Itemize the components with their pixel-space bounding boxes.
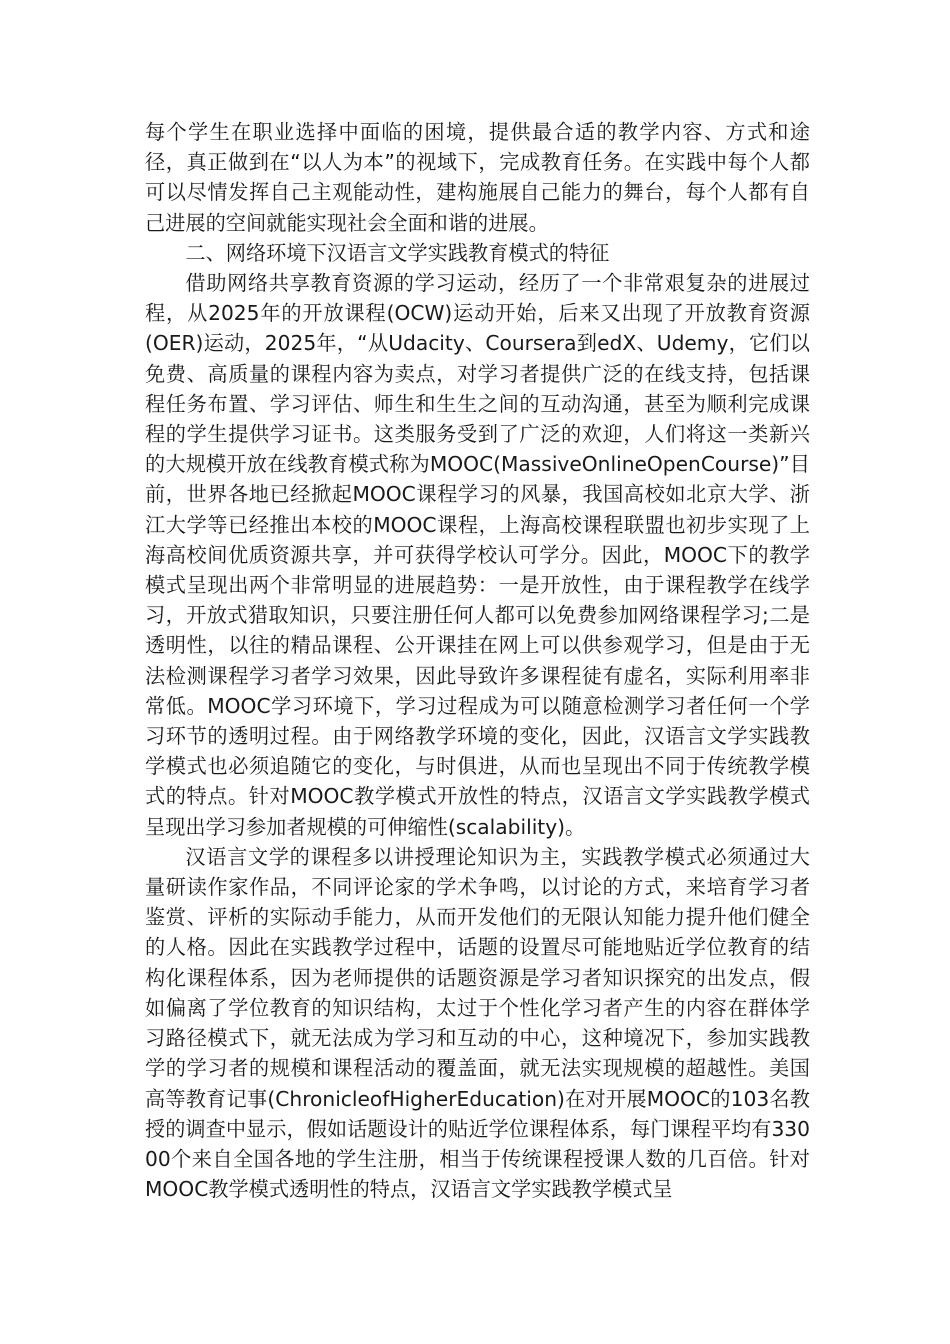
paragraph-continuation: 每个学生在职业选择中面临的困境，提供最合适的教学内容、方式和途径，真正做到在“以人为本”的视域下，完成教育任务。在实践中每个人都可以尽情发挥自己主观能动性，建构施展自己能力的舞台，每个人都有自己进展的空间就能实现社会全面和谐的进展。 (145, 120, 810, 235)
document-page (145, 117, 810, 1204)
section-heading: 二、网络环境下汉语言文学实践教育模式的特征 (185, 240, 610, 265)
paragraph-curriculum-practice: 汉语言文学的课程多以讲授理论知识为主，实践教学模式必须通过大量研读作家作品，不同评论家的学术争鸣，以讨论的方式，来培育学习者鉴赏、评析的实际动手能力，从而开发他们的无限认知能力提升他们健全的人格。因此在实践教学过程中，话题的设置尽可能地贴近学位教育的结构化课程体系，因为老师提供的话题资源是学习者知识探究的出发点，假如偏离了学位教育的知识结构，太过于个性化学习者产生的内容在群体学习路径模式下，就无法成为学习和互动的中心，这种境况下，参加实践教学的学习者的规模和课程活动的覆盖面，就无法实现规模的超越性。美国高等教育记事(ChronicleofHigherEducation)在对开展MOOC的103名教授的调查中显示，假如话题设计的贴近学位课程体系，每门课程平均有33000个来自全国各地的学生注册，相当于传统课程授课人数的几百倍。针对MOOC教学模式透明性的特点，汉语言文学实践教学模式呈 (145, 844, 810, 1202)
paragraph-mooc-development: 借助网络共享教育资源的学习运动，经历了一个非常艰复杂的进展过程，从2025年的开放课程(OCW)运动开始，后来又出现了开放教育资源(OER)运动，2025年，“从Udacity、Coursera到edX、Udemy，它们以免费、高质量的课程内容为卖点，对学习者提供广泛的在线支持，包括课程任务布置、学习评估、师生和生生之间的互动沟通，甚至为顺利完成课程的学生提供学习证书。这类服务受到了广泛的欢迎，人们将这一类新兴的大规模开放在线教育模式称为MOOC(MassiveOnlineOpenCourse)”目前，世界各地已经掀起MOOC课程学习的风暴，我国高校如北京大学、浙江大学等已经推出本校的MOOC课程，上海高校课程联盟也初步实现了上海高校间优质资源共享，并可获得学校认可学分。因此，MOOC下的教学模式呈现出两个非常明显的进展趋势：一是开放性，由于课程教学在线学习，开放式猎取知识，只要注册任何人都可以免费参加网络课程学习;二是透明性，以往的精品课程、公开课挂在网上可以供参观学习，但是由于无法检测课程学习者学习效果，因此导致许多课程徒有虚名，实际利用率非常低。MOOC学习环境下，学习过程成为可以随意检测学习者任何一个学习环节的透明过程。由于网络教学环境的变化，因此，汉语言文学实践教学模式也必须追随它的变化，与时俱进，从而也呈现出不同于传统教学模式的特点。针对MOOC教学模式开放性的特点，汉语言文学实践教学模式呈现出学习参加者规模的可伸缩性(scalability)。 (145, 271, 810, 839)
